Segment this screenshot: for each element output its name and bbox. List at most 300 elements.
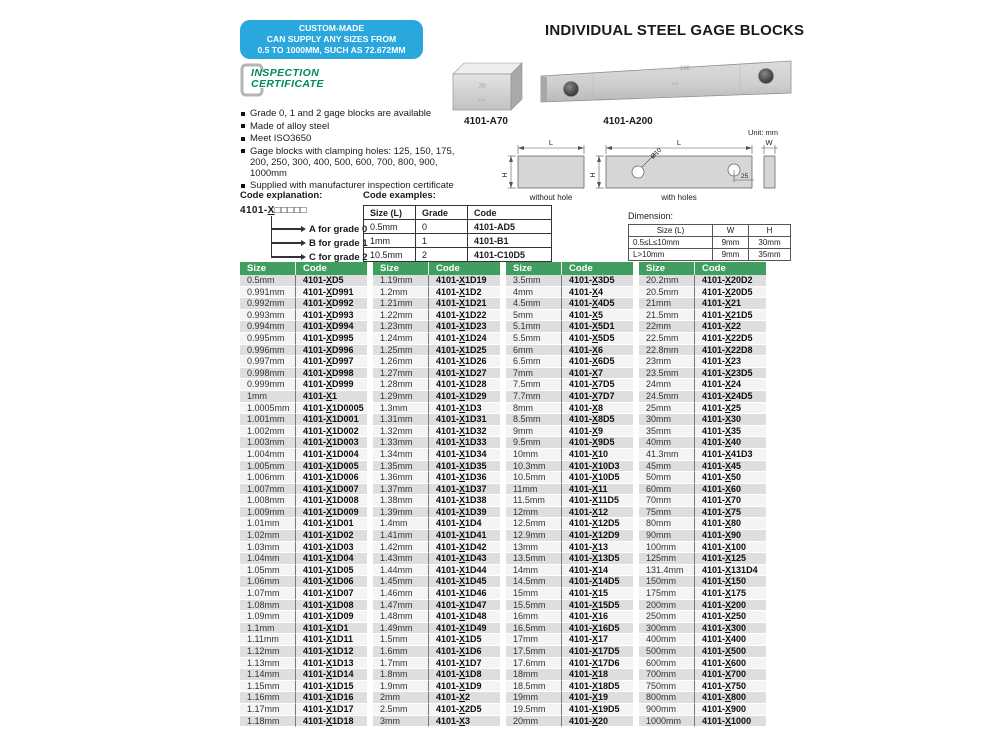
code-cell: 4101-X1D05 bbox=[295, 565, 367, 577]
size-cell: 500mm bbox=[639, 646, 694, 658]
mini-column-header: Size (L) bbox=[364, 206, 416, 220]
code-cell: 4101-X1D01 bbox=[295, 518, 367, 530]
size-cell: 0.5mm bbox=[240, 275, 295, 287]
table-row bbox=[506, 692, 633, 704]
code-cell: 4101-X1D002 bbox=[295, 426, 367, 438]
code-cell: 4101-X90 bbox=[694, 530, 766, 542]
custom-made-badge bbox=[240, 20, 423, 59]
size-cell: 15.5mm bbox=[506, 600, 561, 612]
code-cell: 4101-X22D5 bbox=[694, 333, 766, 345]
column-header: Code bbox=[561, 262, 633, 275]
product-code-a200: 4101-A200 bbox=[603, 116, 653, 127]
code-cell: 4101-X1D06 bbox=[295, 576, 367, 588]
code-cell: 4101-X200 bbox=[694, 600, 766, 612]
table-row bbox=[639, 565, 766, 577]
table-row bbox=[240, 681, 367, 693]
table-row bbox=[240, 391, 367, 403]
bullet-icon bbox=[241, 184, 245, 188]
feature-item bbox=[241, 146, 473, 179]
mini-row bbox=[364, 248, 552, 262]
size-cell: 1.47mm bbox=[373, 600, 428, 612]
table-row bbox=[373, 449, 500, 461]
badge-line: CAN SUPPLY ANY SIZES FROM bbox=[266, 34, 397, 44]
code-cell: 4101-X250 bbox=[694, 611, 766, 623]
svg-text:70: 70 bbox=[478, 83, 486, 90]
size-cell: 1.29mm bbox=[373, 391, 428, 403]
table-row bbox=[506, 321, 633, 333]
code-cell: 4101-X17D6 bbox=[561, 658, 633, 670]
size-cell: 15mm bbox=[506, 588, 561, 600]
table-row bbox=[240, 437, 367, 449]
table-row bbox=[506, 495, 633, 507]
table-row bbox=[240, 669, 367, 681]
table-row bbox=[506, 611, 633, 623]
table-row bbox=[240, 518, 367, 530]
size-cell: 1.25mm bbox=[373, 345, 428, 357]
size-cell: 13mm bbox=[506, 542, 561, 554]
table-row bbox=[373, 518, 500, 530]
size-cell: 5.1mm bbox=[506, 321, 561, 333]
table-row bbox=[240, 449, 367, 461]
column-header: Size bbox=[646, 263, 666, 274]
table-row bbox=[240, 472, 367, 484]
size-cell: 250mm bbox=[639, 611, 694, 623]
code-cell: 4101-X1D3 bbox=[428, 403, 500, 415]
size-cell: 7.5mm bbox=[506, 379, 561, 391]
size-cell: 1000mm bbox=[639, 716, 694, 728]
code-cell: 4101-X1D004 bbox=[295, 449, 367, 461]
code-examples-table bbox=[363, 205, 552, 262]
feature-text: Grade 0, 1 and 2 gage blocks are available bbox=[250, 108, 432, 119]
size-code-table-2 bbox=[373, 262, 500, 727]
code-cell: 4101-X1D8 bbox=[428, 669, 500, 681]
code-cell: 4101-X700 bbox=[694, 669, 766, 681]
dimension-section bbox=[628, 211, 791, 261]
table-row bbox=[373, 611, 500, 623]
code-cell: 4101-X1D42 bbox=[428, 542, 500, 554]
table-row bbox=[373, 368, 500, 380]
size-cell: 0.992mm bbox=[240, 298, 295, 310]
code-cell: 4101-X1D09 bbox=[295, 611, 367, 623]
code-cell: 4101-X25 bbox=[694, 403, 766, 415]
table-row bbox=[639, 634, 766, 646]
size-cell: 7.7mm bbox=[506, 391, 561, 403]
size-cell: 1.008mm bbox=[240, 495, 295, 507]
table-row bbox=[240, 692, 367, 704]
table-row bbox=[373, 565, 500, 577]
column-header: Size bbox=[513, 263, 533, 274]
svg-text:4101: 4101 bbox=[671, 82, 679, 86]
code-cell: 4101-X1D36 bbox=[428, 472, 500, 484]
size-cell: 70mm bbox=[639, 495, 694, 507]
size-cell: 10.3mm bbox=[506, 461, 561, 473]
size-cell: 90mm bbox=[639, 530, 694, 542]
size-cell: 1.03mm bbox=[240, 542, 295, 554]
table-row bbox=[373, 426, 500, 438]
code-cell: 4101-X1D25 bbox=[428, 345, 500, 357]
size-cell: 4mm bbox=[506, 287, 561, 299]
size-cell: 40mm bbox=[639, 437, 694, 449]
size-cell: 1.14mm bbox=[240, 669, 295, 681]
size-cell: 1.7mm bbox=[373, 658, 428, 670]
code-cell: 4101-X1D38 bbox=[428, 495, 500, 507]
feature-text: Meet ISO3650 bbox=[250, 133, 312, 144]
code-cell: 4101-X1D26 bbox=[428, 356, 500, 368]
size-cell: 8mm bbox=[506, 403, 561, 415]
size-cell: 12mm bbox=[506, 507, 561, 519]
table-row bbox=[639, 345, 766, 357]
mini-column-header: Grade bbox=[416, 206, 468, 220]
code-cell: 4101-X1D44 bbox=[428, 565, 500, 577]
size-cell: 1.001mm bbox=[240, 414, 295, 426]
code-cell: 4101-X1D49 bbox=[428, 623, 500, 635]
size-cell: 800mm bbox=[639, 692, 694, 704]
code-cell: 4101-X1D007 bbox=[295, 484, 367, 496]
grade-row: B for grade 1 bbox=[271, 238, 368, 248]
size-cell: 1.0005mm bbox=[240, 403, 295, 415]
code-cell: 4101-X500 bbox=[694, 646, 766, 658]
table-header-row bbox=[639, 262, 766, 275]
table-row bbox=[506, 542, 633, 554]
size-cell: 18.5mm bbox=[506, 681, 561, 693]
size-cell: 1.3mm bbox=[373, 403, 428, 415]
code-cell: 4101-X1D31 bbox=[428, 414, 500, 426]
code-cell: 4101-X4D5 bbox=[561, 298, 633, 310]
grade-row: C for grade 2 bbox=[271, 252, 368, 262]
dim-W-label: W bbox=[765, 138, 773, 147]
table-row bbox=[373, 553, 500, 565]
size-cell: 5.5mm bbox=[506, 333, 561, 345]
size-cell: 1.08mm bbox=[240, 600, 295, 612]
size-cell: 35mm bbox=[639, 426, 694, 438]
table-row bbox=[506, 437, 633, 449]
code-cell: 4101-X1D35 bbox=[428, 461, 500, 473]
table-row bbox=[373, 530, 500, 542]
table-row bbox=[373, 333, 500, 345]
svg-text:4101: 4101 bbox=[478, 98, 486, 102]
size-cell: 17.5mm bbox=[506, 646, 561, 658]
table-row bbox=[240, 310, 367, 322]
code-cell: 4101-X12D9 bbox=[561, 530, 633, 542]
table-row bbox=[506, 414, 633, 426]
code-cell: 4101-X1D22 bbox=[428, 310, 500, 322]
table-header-row bbox=[506, 262, 633, 275]
table-row bbox=[506, 716, 633, 728]
size-cell: 60mm bbox=[639, 484, 694, 496]
mini-column-header: W bbox=[713, 225, 749, 237]
code-cell: 4101-X1D45 bbox=[428, 576, 500, 588]
size-code-table-1 bbox=[240, 262, 367, 727]
size-cell: 1.06mm bbox=[240, 576, 295, 588]
code-cell: 4101-X22 bbox=[694, 321, 766, 333]
table-row bbox=[639, 553, 766, 565]
feature-text: Gage blocks with clamping holes: 125, 150, 175, 200, 250, 300, 400, 500, 600, 700, 800, 900, 1000mm bbox=[250, 145, 455, 179]
code-cell: 4101-X1D003 bbox=[295, 437, 367, 449]
size-cell: 9mm bbox=[506, 426, 561, 438]
code-cell: 4101-X1D27 bbox=[428, 368, 500, 380]
size-cell: 20mm bbox=[506, 716, 561, 728]
table-row bbox=[506, 634, 633, 646]
table-row bbox=[373, 658, 500, 670]
size-cell: 1.02mm bbox=[240, 530, 295, 542]
table-row bbox=[506, 623, 633, 635]
size-cell: 4.5mm bbox=[506, 298, 561, 310]
size-cell: 6.5mm bbox=[506, 356, 561, 368]
size-cell: 1.42mm bbox=[373, 542, 428, 554]
size-cell: 22mm bbox=[639, 321, 694, 333]
code-cell: 4101-X1D02 bbox=[295, 530, 367, 542]
size-cell: 1.12mm bbox=[240, 646, 295, 658]
table-row bbox=[240, 379, 367, 391]
table-row bbox=[506, 403, 633, 415]
table-row bbox=[240, 716, 367, 728]
table-row bbox=[639, 669, 766, 681]
code-cell: 4101-X900 bbox=[694, 704, 766, 716]
table-row bbox=[240, 611, 367, 623]
code-cell: 4101-X750 bbox=[694, 681, 766, 693]
table-row bbox=[373, 298, 500, 310]
size-cell: 0.998mm bbox=[240, 368, 295, 380]
bullet-icon bbox=[241, 137, 245, 141]
arrow-icon bbox=[301, 240, 306, 246]
size-cell: 700mm bbox=[639, 669, 694, 681]
size-cell: 1.32mm bbox=[373, 426, 428, 438]
size-cell: 900mm bbox=[639, 704, 694, 716]
code-cell: 4101-XD5 bbox=[295, 275, 367, 287]
size-cell: 1.04mm bbox=[240, 553, 295, 565]
table-row bbox=[506, 287, 633, 299]
code-cell: 4101-X800 bbox=[694, 692, 766, 704]
code-cell: 4101-X1D08 bbox=[295, 600, 367, 612]
table-row bbox=[639, 310, 766, 322]
table-row bbox=[639, 414, 766, 426]
table-row bbox=[373, 681, 500, 693]
size-cell: 2mm bbox=[373, 692, 428, 704]
table-row bbox=[373, 634, 500, 646]
code-examples-label: Code examples: bbox=[363, 190, 436, 201]
size-cell: 1.27mm bbox=[373, 368, 428, 380]
table-row bbox=[639, 588, 766, 600]
table-row bbox=[373, 600, 500, 612]
code-cell: 4101-X18D5 bbox=[561, 681, 633, 693]
size-cell: 3.5mm bbox=[506, 275, 561, 287]
code-cell: 4101-X1D19 bbox=[428, 275, 500, 287]
table-row bbox=[373, 379, 500, 391]
code-cell: 4101-X1D12 bbox=[295, 646, 367, 658]
table-row bbox=[240, 588, 367, 600]
code-cell: 4101-X1D6 bbox=[428, 646, 500, 658]
size-cell: 1.16mm bbox=[240, 692, 295, 704]
mini-cell: 35mm bbox=[749, 249, 791, 261]
code-cell: 4101-X50 bbox=[694, 472, 766, 484]
table-header-row bbox=[240, 262, 367, 275]
table-row bbox=[240, 275, 367, 287]
table-row bbox=[506, 333, 633, 345]
code-cell: 4101-X3D5 bbox=[561, 275, 633, 287]
code-cell: 4101-X1D43 bbox=[428, 553, 500, 565]
size-cell: 21.5mm bbox=[639, 310, 694, 322]
size-cell: 1.48mm bbox=[373, 611, 428, 623]
dimension-table bbox=[628, 224, 791, 261]
code-cell: 4101-X1D47 bbox=[428, 600, 500, 612]
code-cell: 4101-X20D5 bbox=[694, 287, 766, 299]
code-cell: 4101-X1 bbox=[295, 391, 367, 403]
code-cell: 4101-X18 bbox=[561, 669, 633, 681]
mini-cell: 30mm bbox=[749, 237, 791, 249]
table-row bbox=[639, 333, 766, 345]
code-cell: 4101-X16 bbox=[561, 611, 633, 623]
size-cell: 3mm bbox=[373, 716, 428, 728]
code-cell: 4101-X11 bbox=[561, 484, 633, 496]
mini-column-header: Code bbox=[468, 206, 552, 220]
table-row bbox=[639, 518, 766, 530]
code-cell: 4101-X1D29 bbox=[428, 391, 500, 403]
code-explanation bbox=[240, 190, 375, 265]
code-cell: 4101-X22D8 bbox=[694, 345, 766, 357]
code-cell: 4101-X21D5 bbox=[694, 310, 766, 322]
mini-cell: 0 bbox=[416, 220, 468, 234]
hole-diameter-label: Ø10 bbox=[649, 146, 664, 161]
code-cell: 4101-X131D4 bbox=[694, 565, 766, 577]
size-cell: 1.21mm bbox=[373, 298, 428, 310]
size-cell: 9.5mm bbox=[506, 437, 561, 449]
table-row bbox=[639, 391, 766, 403]
size-cell: 24.5mm bbox=[639, 391, 694, 403]
mini-cell: 0.5mm bbox=[364, 220, 416, 234]
table-row bbox=[639, 356, 766, 368]
size-cell: 41.3mm bbox=[639, 449, 694, 461]
mini-table bbox=[628, 224, 791, 261]
table-row bbox=[639, 403, 766, 415]
code-cell: 4101-X1D11 bbox=[295, 634, 367, 646]
table-row bbox=[506, 530, 633, 542]
size-cell: 1.35mm bbox=[373, 461, 428, 473]
code-cell: 4101-X9 bbox=[561, 426, 633, 438]
code-cell: 4101-XD993 bbox=[295, 310, 367, 322]
table-row bbox=[639, 507, 766, 519]
code-cell: 4101-X1D28 bbox=[428, 379, 500, 391]
mini-cell: 9mm bbox=[713, 249, 749, 261]
mini-row bbox=[629, 237, 791, 249]
code-cell: 4101-X1D7 bbox=[428, 658, 500, 670]
size-cell: 50mm bbox=[639, 472, 694, 484]
code-cell: 4101-X1000 bbox=[694, 716, 766, 728]
code-cell: 4101-X5D5 bbox=[561, 333, 633, 345]
code-cell: 4101-X6D5 bbox=[561, 356, 633, 368]
table-row bbox=[506, 449, 633, 461]
size-cell: 0.997mm bbox=[240, 356, 295, 368]
product-image-small-block bbox=[443, 56, 533, 116]
size-cell: 1.43mm bbox=[373, 553, 428, 565]
table-row bbox=[240, 414, 367, 426]
size-cell: 300mm bbox=[639, 623, 694, 635]
mini-header-row bbox=[364, 206, 552, 220]
hole-offset-label: 25 bbox=[741, 173, 749, 180]
table-row bbox=[506, 426, 633, 438]
table-row bbox=[373, 414, 500, 426]
size-cell: 16.5mm bbox=[506, 623, 561, 635]
code-cell: 4101-X1D16 bbox=[295, 692, 367, 704]
mini-cell: 4101-B1 bbox=[468, 234, 552, 248]
table-row bbox=[639, 681, 766, 693]
code-cell: 4101-X24D5 bbox=[694, 391, 766, 403]
size-cell: 1.002mm bbox=[240, 426, 295, 438]
size-cell: 24mm bbox=[639, 379, 694, 391]
size-cell: 0.995mm bbox=[240, 333, 295, 345]
table-row bbox=[240, 495, 367, 507]
code-cell: 4101-XD996 bbox=[295, 345, 367, 357]
size-cell: 22.8mm bbox=[639, 345, 694, 357]
mini-cell: 1 bbox=[416, 234, 468, 248]
size-cell: 1mm bbox=[240, 391, 295, 403]
code-cell: 4101-X1D5 bbox=[428, 634, 500, 646]
unit-label: Unit: mm bbox=[748, 128, 778, 137]
size-cell: 1.31mm bbox=[373, 414, 428, 426]
table-row bbox=[373, 461, 500, 473]
grade-legend bbox=[240, 217, 375, 265]
code-cell: 4101-X23 bbox=[694, 356, 766, 368]
size-cell: 1.37mm bbox=[373, 484, 428, 496]
table-row bbox=[639, 461, 766, 473]
size-cell: 23mm bbox=[639, 356, 694, 368]
size-cell: 1.45mm bbox=[373, 576, 428, 588]
table-row bbox=[240, 461, 367, 473]
size-cell: 2.5mm bbox=[373, 704, 428, 716]
table-row bbox=[373, 345, 500, 357]
code-cell: 4101-X10D5 bbox=[561, 472, 633, 484]
code-cell: 4101-X40 bbox=[694, 437, 766, 449]
table-row bbox=[639, 368, 766, 380]
size-cell: 20.2mm bbox=[639, 275, 694, 287]
size-cell: 13.5mm bbox=[506, 553, 561, 565]
mini-row bbox=[364, 220, 552, 234]
table-row bbox=[506, 518, 633, 530]
code-cell: 4101-XD998 bbox=[295, 368, 367, 380]
mini-cell: 1mm bbox=[364, 234, 416, 248]
size-cell: 18mm bbox=[506, 669, 561, 681]
table-row bbox=[240, 704, 367, 716]
table-row bbox=[506, 484, 633, 496]
features-list bbox=[241, 108, 473, 193]
table-row bbox=[639, 611, 766, 623]
size-cell: 750mm bbox=[639, 681, 694, 693]
code-cell: 4101-X1D03 bbox=[295, 542, 367, 554]
code-cell: 4101-X60 bbox=[694, 484, 766, 496]
size-cell: 19.5mm bbox=[506, 704, 561, 716]
mini-cell: 0.5≤L≤10mm bbox=[629, 237, 713, 249]
feature-text: Made of alloy steel bbox=[250, 120, 330, 132]
code-cell: 4101-X300 bbox=[694, 623, 766, 635]
mini-cell: 9mm bbox=[713, 237, 749, 249]
table-row bbox=[240, 426, 367, 438]
mini-column-header: H bbox=[749, 225, 791, 237]
table-row bbox=[506, 368, 633, 380]
table-row bbox=[506, 507, 633, 519]
table-row bbox=[506, 356, 633, 368]
code-cell: 4101-X1D46 bbox=[428, 588, 500, 600]
feature-item bbox=[241, 108, 473, 119]
table-row bbox=[639, 437, 766, 449]
code-cell: 4101-X400 bbox=[694, 634, 766, 646]
size-cell: 11.5mm bbox=[506, 495, 561, 507]
table-row bbox=[373, 716, 500, 728]
table-row bbox=[639, 658, 766, 670]
size-cell: 10mm bbox=[506, 449, 561, 461]
size-cell: 1.17mm bbox=[240, 704, 295, 716]
code-cell: 4101-X4 bbox=[561, 287, 633, 299]
size-cell: 200mm bbox=[639, 600, 694, 612]
code-cell: 4101-X2D5 bbox=[428, 704, 500, 716]
